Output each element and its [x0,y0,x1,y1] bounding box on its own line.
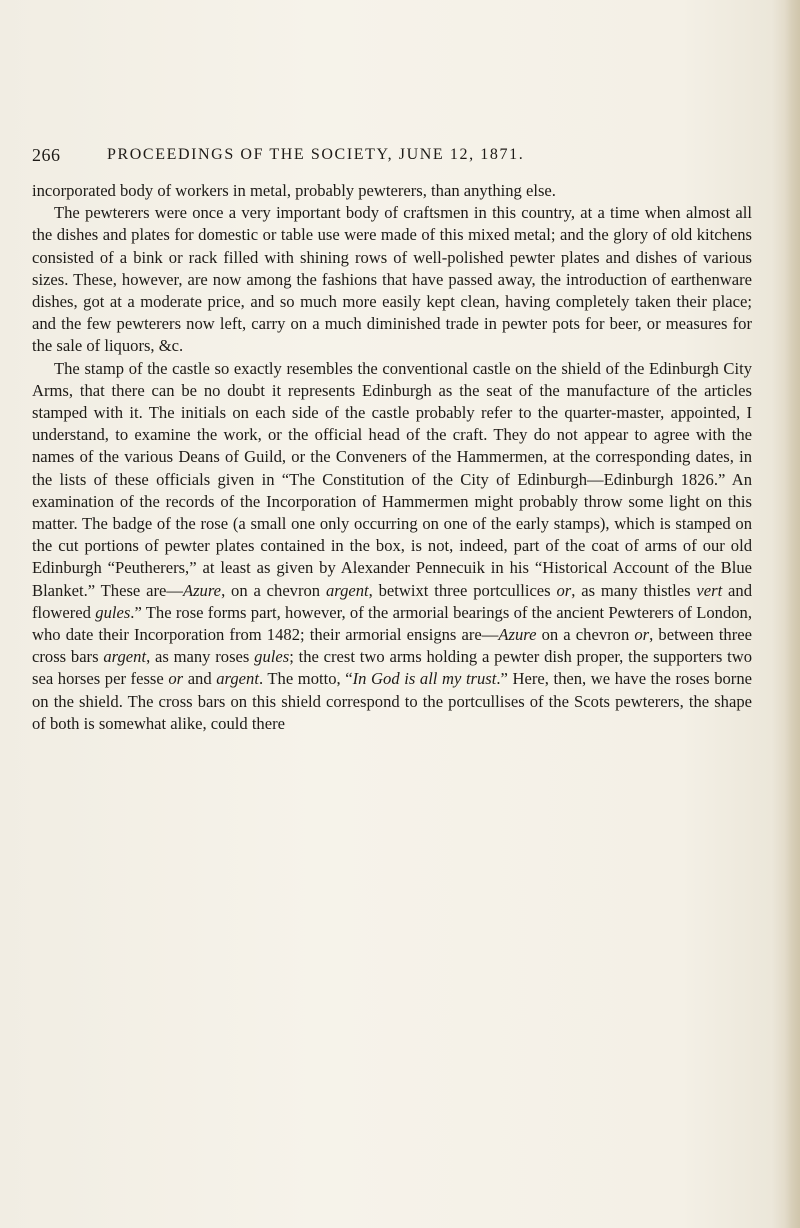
paragraph-text: , betwixt three portcullices [368,580,557,600]
paragraph-castle-stamp [32,358,752,735]
paragraph-text: and flowered [32,580,753,622]
paragraph-text: on a chevron [536,625,635,645]
heraldic-term: Azure [182,580,222,600]
paragraph-text: , on a chevron [221,580,326,600]
paragraph-continued: incorporated body of workers in metal, probably pewterers, than anything else. [32,181,556,200]
heraldic-term: argent [103,647,147,667]
paragraph-text: .” Here, then, we have the roses borne on the shield. The cross bars on this shield correspond to the portcullises of the Scots pewterers, the shape of both is somewhat alike, could there [32,669,752,733]
motto-text: In God is all my trust [352,669,497,689]
page-header [32,145,752,169]
heraldic-term: or [634,625,650,645]
heraldic-term: or [168,669,184,689]
paragraph-text: .” The rose forms part, however, of the armorial bearings of the ancient Pewterers of London, who date their Incorporation from 1482; their armorial ensigns are— [32,602,753,645]
paragraph-text: , between three cross bars [32,625,752,667]
paragraph-text: , as many thistles [571,580,697,600]
heraldic-term: argent [325,580,369,600]
heraldic-term: gules [254,647,290,667]
page-number: 266 [32,145,61,165]
running-head: PROCEEDINGS OF THE SOCIETY, JUNE 12, 1871. [107,146,525,163]
paragraph-pewterers: The pewterers were once a very important body of craftsmen in this country, at a time when almost all the dishes and plates for domestic or table use were made of this mixed metal; and the glory of old kitchens consisted of a bink or rack filled with shining rows of well-polished pewter plates and dishes of various sizes. These, however, are now among the fashions that have passed away, the introduction of earthenware dishes, got at a moderate price, and so much more easily kept clean, having completely taken their place; and the few pewterers now left, carry on a much diminished trade in pewter pots for beer, or measures for the sale of liquors, &c. [32,203,752,356]
body-text [32,180,752,735]
heraldic-term: argent [216,669,259,689]
paragraph-text: ; the crest two arms holding a pewter dish proper, the supporters two sea horses per fesse [32,647,752,689]
heraldic-term: Azure [498,625,537,645]
paragraph-text: . The motto, “ [258,669,353,689]
heraldic-term: or [556,580,572,600]
heraldic-term: vert [696,580,723,600]
heraldic-term: gules [95,602,131,622]
paragraph-text: The stamp of the castle so exactly resembles the conventional castle on the shield of the Edinburgh City Arms, that there can be no doubt it represents Edinburgh as the seat of the manufacture of the articles stamped with it. The initials on each side of the castle probably refer to the quarter-master, appointed, I understand, to examine the work, or the official head of the craft. They do not appear to agree with the names of the various Deans of Guild, or the Conveners of the Hammermen, at the corresponding dates, in the lists of these officials given in “The Constitution of the City of Edinburgh—Edinburgh 1826.” An examination of the records of the Incorporation of Hammermen might probably throw some light on this matter. The badge of the rose (a small one only occurring on one of the early stamps), which is stamped on the cut portions of pewter plates contained in the box, is not, indeed, part of the coat of arms of our old Edinburgh “Peutherers,” at least as given by Alexander Pennecuik in his “Historical Account of the Blue Blanket.” These are— [32,358,752,600]
paragraph-text: , as many roses [146,647,255,667]
paragraph-text: and [183,669,217,689]
page-edge-shadow [772,0,800,1228]
